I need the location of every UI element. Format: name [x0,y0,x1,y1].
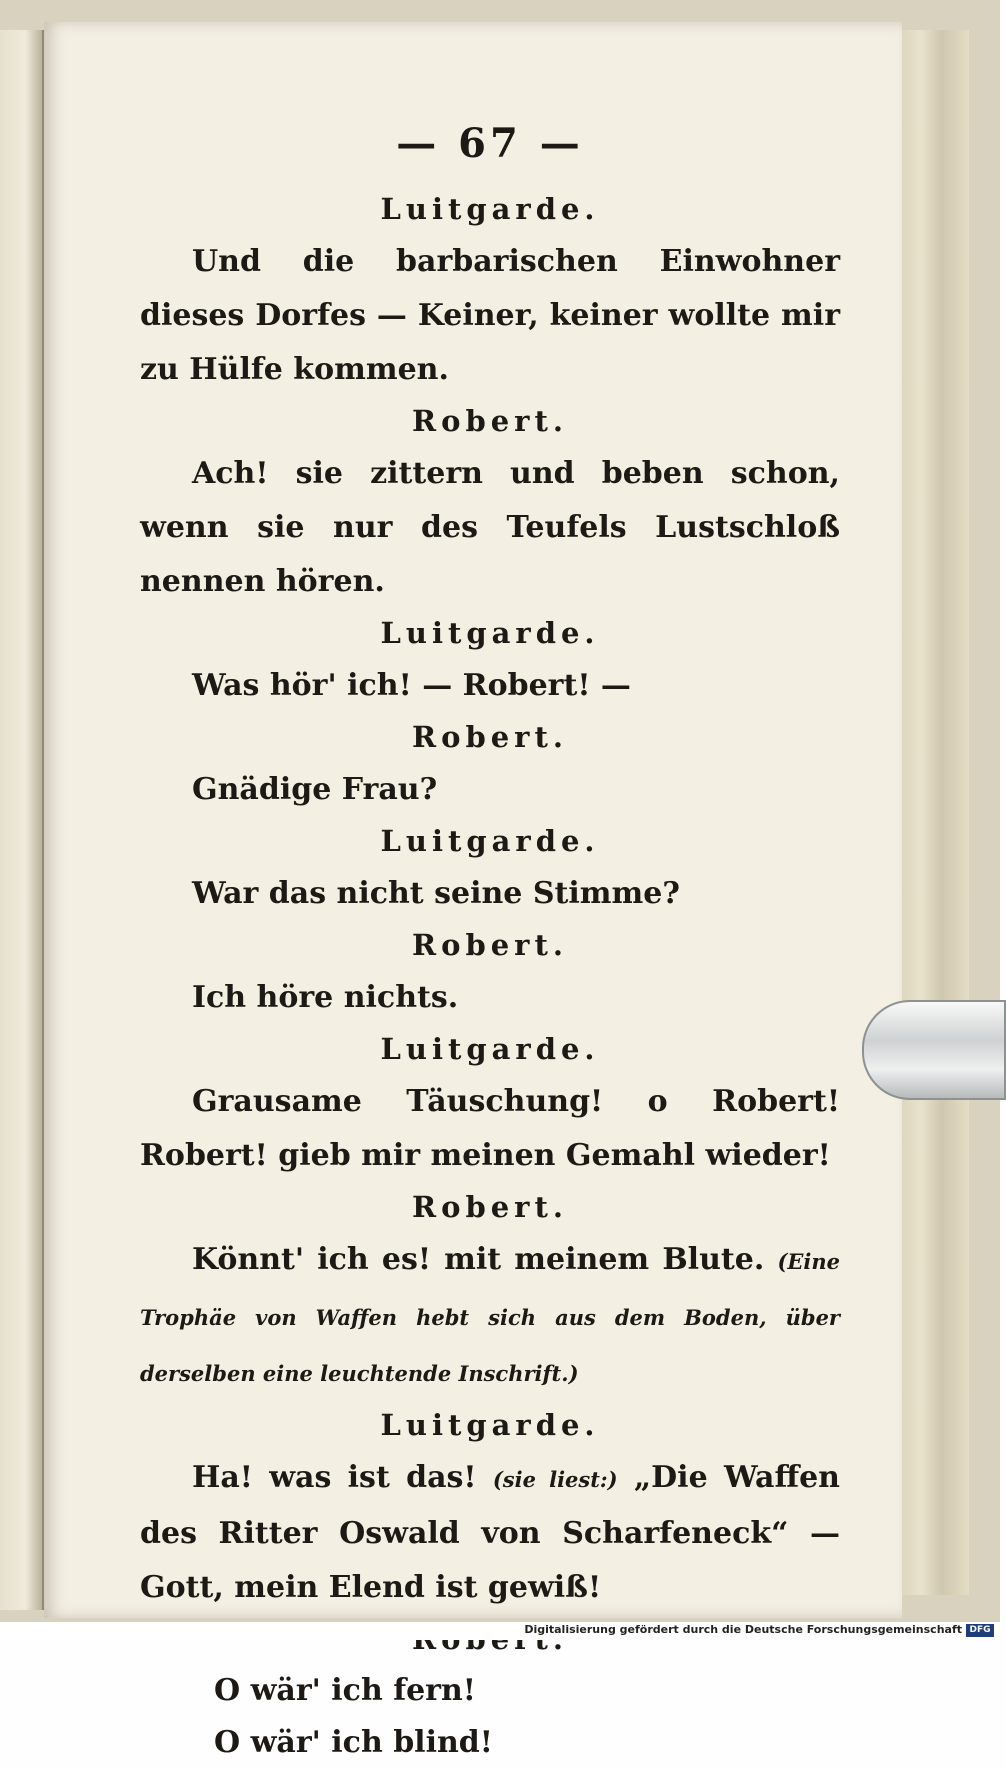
speech-text: Ha! was ist das! [192,1460,477,1495]
speech-line: Ich höre nichts. [192,980,459,1015]
speaker-name: Luitgarde. [380,1032,600,1066]
funding-credit: Digitalisierung gefördert durch die Deutsche Forschungsgemeinschaft [524,1623,962,1636]
page-clip-icon [862,1000,1006,1100]
page-number: — 67 — [396,120,584,167]
speaker-name: Luitgarde. [380,824,600,858]
speaker-name: Robert. [412,720,568,754]
page-text [140,120,840,1769]
speaker-name: Luitgarde. [380,1408,600,1442]
speech-line [140,1233,840,1401]
facing-page-edge [0,30,44,1610]
speech-text: Könnt' ich es! mit meinem Blute. [192,1242,765,1277]
speech-line: Grausame Täuschung! o Robert! Robert! gieb mir meinen Gemahl wieder! [140,1084,840,1173]
speech-line: Und die barbarischen Einwohner dieses Dorfes — Keiner, keiner wollte mir zu Hülfe kommen. [140,244,840,387]
speaker-name: Robert. [412,928,568,962]
speaker-name: Robert. [412,1190,568,1224]
speech-line: Was hör' ich! — Robert! — [192,668,631,703]
verse-line: O wär' ich blind! [214,1725,493,1760]
speaker-name: Luitgarde. [380,616,600,650]
speech-line: War das nicht seine Stimme? [192,876,680,911]
speaker-name: Robert. [412,404,568,438]
speech-text: „Die Waffen des Ritter Oswald von Scharfeneck“ — Gott, mein Elend ist gewiß! [140,1460,840,1605]
speaker-name: Luitgarde. [380,192,600,226]
verse-line: O wär' ich fern! [214,1673,476,1708]
speech-line: Gnädige Frau? [192,772,438,807]
speech-line: Ach! sie zittern und beben schon, wenn sie nur des Teufels Lustschloß nennen hören. [140,456,840,599]
footer-bar [0,1622,1000,1640]
stage-direction: (sie liest:) [492,1467,618,1492]
dfg-logo: DFG [966,1624,994,1637]
speech-line [140,1451,840,1615]
stage-direction: (Eine Trophäe von Waffen hebt sich aus dem Boden, über derselben eine leuchtende Inschrift.) [140,1249,840,1386]
page-edges [900,30,969,1595]
